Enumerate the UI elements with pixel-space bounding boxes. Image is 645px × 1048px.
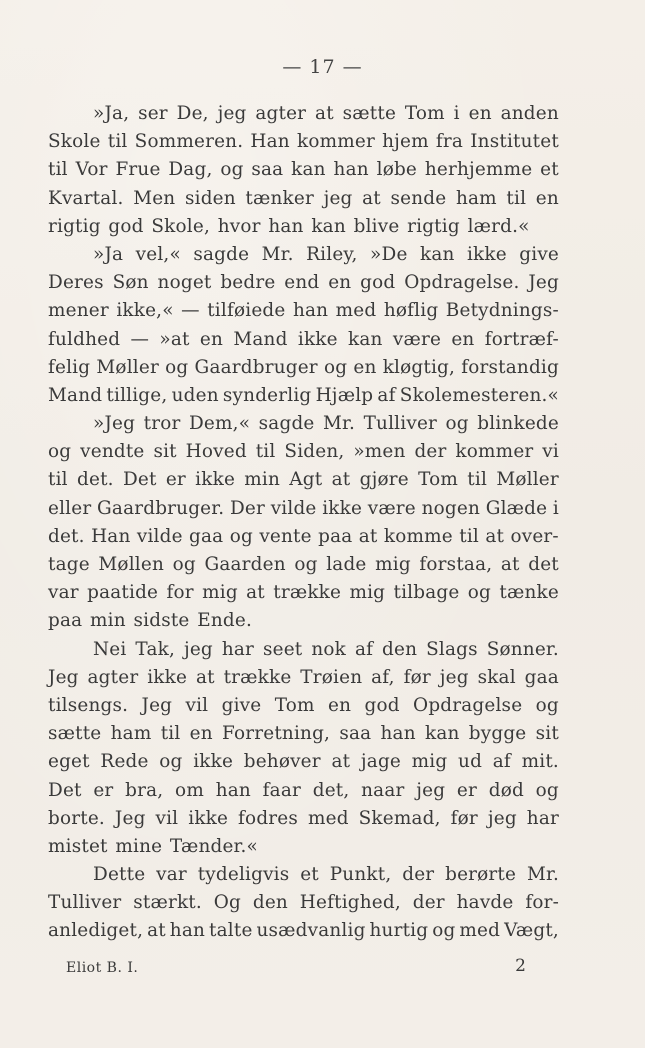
text-line-19: paa min sidste Ende. xyxy=(48,610,253,632)
text-line-21: Jeg agter ikke at trække Trøien af, før jeg skal gaa xyxy=(48,666,559,688)
text-line-9: fuldhed — »at en Mand ikke kan være en fortræf- xyxy=(48,328,559,350)
text-line-16: det. Han vilde gaa og vente paa at komme til at over- xyxy=(48,525,559,547)
text-line-23: sætte ham til en Forretning, saa han kan bygge sit xyxy=(48,723,559,745)
text-line-20: Nei Tak, jeg har seet nok af den Slags Sønner. xyxy=(93,638,559,660)
text-line-30: anlediget, at han talte usædvanlig hurtig og med Vægt, xyxy=(48,920,559,942)
text-line-29: Tulliver stærkt. Og den Heftighed, der havde for- xyxy=(48,892,559,914)
text-line-10: felig Møller og Gaardbruger og en kløgtig, forstandig xyxy=(48,356,559,378)
text-line-12: »Jeg tror Dem,« sagde Mr. Tulliver og blinkede xyxy=(93,413,559,435)
text-line-13: og vendte sit Hoved til Siden, »men der kommer vi xyxy=(48,441,559,463)
text-line-2: Skole til Sommeren. Han kommer hjem fra Institutet xyxy=(48,131,559,153)
text-line-27: mistet mine Tænder.« xyxy=(48,835,259,857)
text-line-17: tage Møllen og Gaarden og lade mig forstaa, at det xyxy=(48,554,559,575)
page-footer xyxy=(66,956,526,982)
text-line-22: tilsengs. Jeg vil give Tom en god Opdragelse og xyxy=(48,694,559,716)
body-text xyxy=(48,100,559,946)
page-number: — 17 — xyxy=(282,56,363,78)
printer-signature: Eliot B. I. xyxy=(66,960,139,976)
text-line-8: mener ikke,« — tilføiede han med høflig Betydnings- xyxy=(48,300,559,322)
sheet-number: 2 xyxy=(515,956,526,976)
text-line-24: eget Rede og ikke behøver at jage mig ud af mit. xyxy=(48,751,559,773)
text-line-5: rigtig god Skole, hvor han kan blive rigtig lærd.« xyxy=(48,215,530,237)
text-line-6: »Ja vel,« sagde Mr. Riley, »De kan ikke give xyxy=(93,243,559,265)
text-line-26: borte. Jeg vil ikke fodres med Skemad, før jeg har xyxy=(48,807,559,829)
text-line-1: »Ja, ser De, jeg agter at sætte Tom i en anden xyxy=(93,103,559,124)
text-line-15: eller Gaardbruger. Der vilde ikke være nogen Glæde i xyxy=(48,497,559,519)
text-line-25: Det er bra, om han faar det, naar jeg er død og xyxy=(48,779,559,801)
text-line-14: til det. Det er ikke min Agt at gjøre Tom til Møller xyxy=(48,469,559,491)
text-line-3: til Vor Frue Dag, og saa kan han løbe herhjemme et xyxy=(48,159,559,181)
text-line-7: Deres Søn noget bedre end en god Opdragelse. Jeg xyxy=(48,272,559,294)
text-line-4: Kvartal. Men siden tænker jeg at sende ham til en xyxy=(48,187,559,209)
text-line-18: var paatide for mig at trække mig tilbage og tænke xyxy=(48,582,559,604)
text-line-11: Mand tillige, uden synderlig Hjælp af Skolemesteren.« xyxy=(48,384,559,406)
text-line-28: Dette var tydeligvis et Punkt, der berørte Mr. xyxy=(93,864,559,886)
